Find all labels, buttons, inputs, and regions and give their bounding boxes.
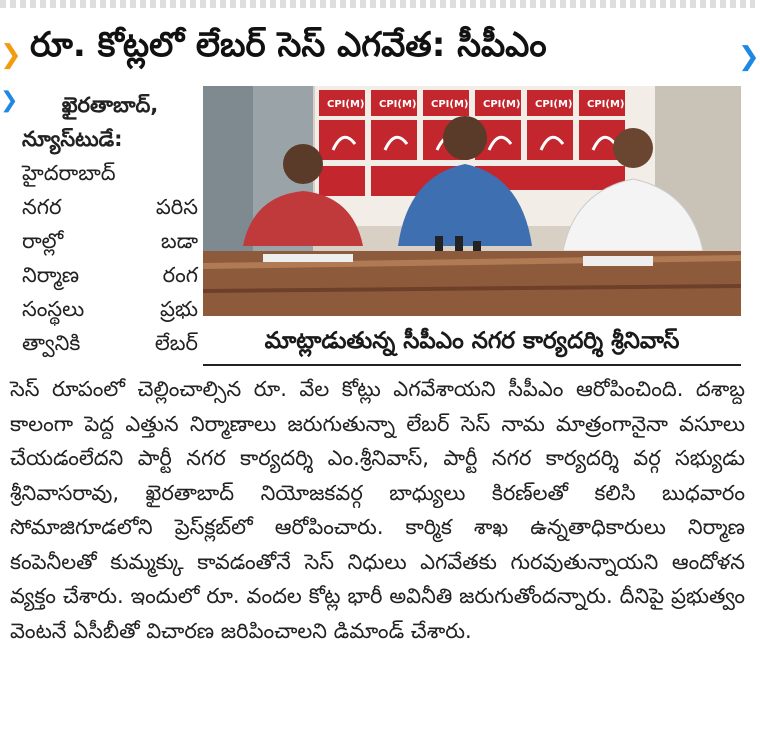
banner-text: CPI(M): [327, 99, 365, 110]
banner-text: CPI(M): [535, 99, 573, 110]
lead-line: రాల్లో బడా: [22, 229, 198, 253]
top-decorative-strip: [0, 0, 755, 8]
lead-line: సంస్థలు ప్రభు: [22, 297, 198, 321]
photo-illustration: [203, 86, 741, 316]
banner-text: CPI(M): [431, 99, 469, 110]
banner-text: CPI(M): [483, 99, 521, 110]
press-meet-photo: [203, 86, 741, 316]
banner-text: CPI(M): [379, 99, 417, 110]
lead-line: త్వానికి లేబర్: [22, 331, 198, 355]
lead-column: [22, 88, 198, 360]
dateline-source: న్యూస్‌టుడే:: [22, 127, 123, 151]
chevron-right-icon: ❯: [0, 40, 22, 70]
chevron-right-icon: ❯: [738, 42, 760, 72]
dateline-place: ఖైరతాబాద్,: [61, 93, 159, 117]
article-body: సెస్ రూపంలో చెల్లించాల్సిన రూ. వేల కోట్లు ఎగవేశాయని సీపీఎం ఆరోపించింది. దశాబ్ద కాలంగా పెద్ద ఎత్తున నిర్మాణాలు జరుగుతున్నా లేబర్ సెస్ నామ మాత్రంగానైనా వసూలు చేయడంలేదని పార్టీ నగర కార్యదర్శి ఎం.శ్రీనివాస్, పార్టీ నగర కార్యదర్శి వర్గ సభ్యుడు శ్రీనివాసరావు, ఖైరతాబాద్ నియోజకవర్గ బాధ్యులు కిరణ్‌లతో కలిసి బుధవారం సోమాజిగూడలోని ప్రెస్‌క్లబ్‌లో ఆరోపించారు. కార్మిక శాఖ ఉన్నతాధికారులు నిర్మాణ కంపెనీలతో కుమ్మక్కు కావడంతోనే సెస్ నిధులు ఎగవేతకు గురవుతున్నాయని ఆందోళన వ్యక్తం చేశారు. ఇందులో రూ. వందల కోట్ల భారీ అవినీతి జరుగుతోందన్నారు. దీనిపై ప్రభుత్వం వెంటనే ఏసీబీతో విచారణ జరిపించాలని డిమాండ్ చేశారు.: [10, 377, 745, 643]
lead-line: నగర పరిస: [22, 195, 198, 219]
headline-bar: [0, 14, 760, 78]
headline: రూ. కోట్లలో లేబర్ సెస్ ఎగవేత: సీపీఎం: [30, 25, 547, 65]
banner-text: CPI(M): [587, 99, 625, 110]
lead-line: హైదరాబాద్: [22, 161, 116, 185]
lead-line: నిర్మాణ రంగ: [22, 263, 198, 287]
chevron-right-icon: ❯: [0, 88, 19, 113]
photo-caption: మాట్లాడుతున్న సీపీఎం నగర కార్యదర్శి శ్రీనివాస్: [203, 318, 741, 366]
